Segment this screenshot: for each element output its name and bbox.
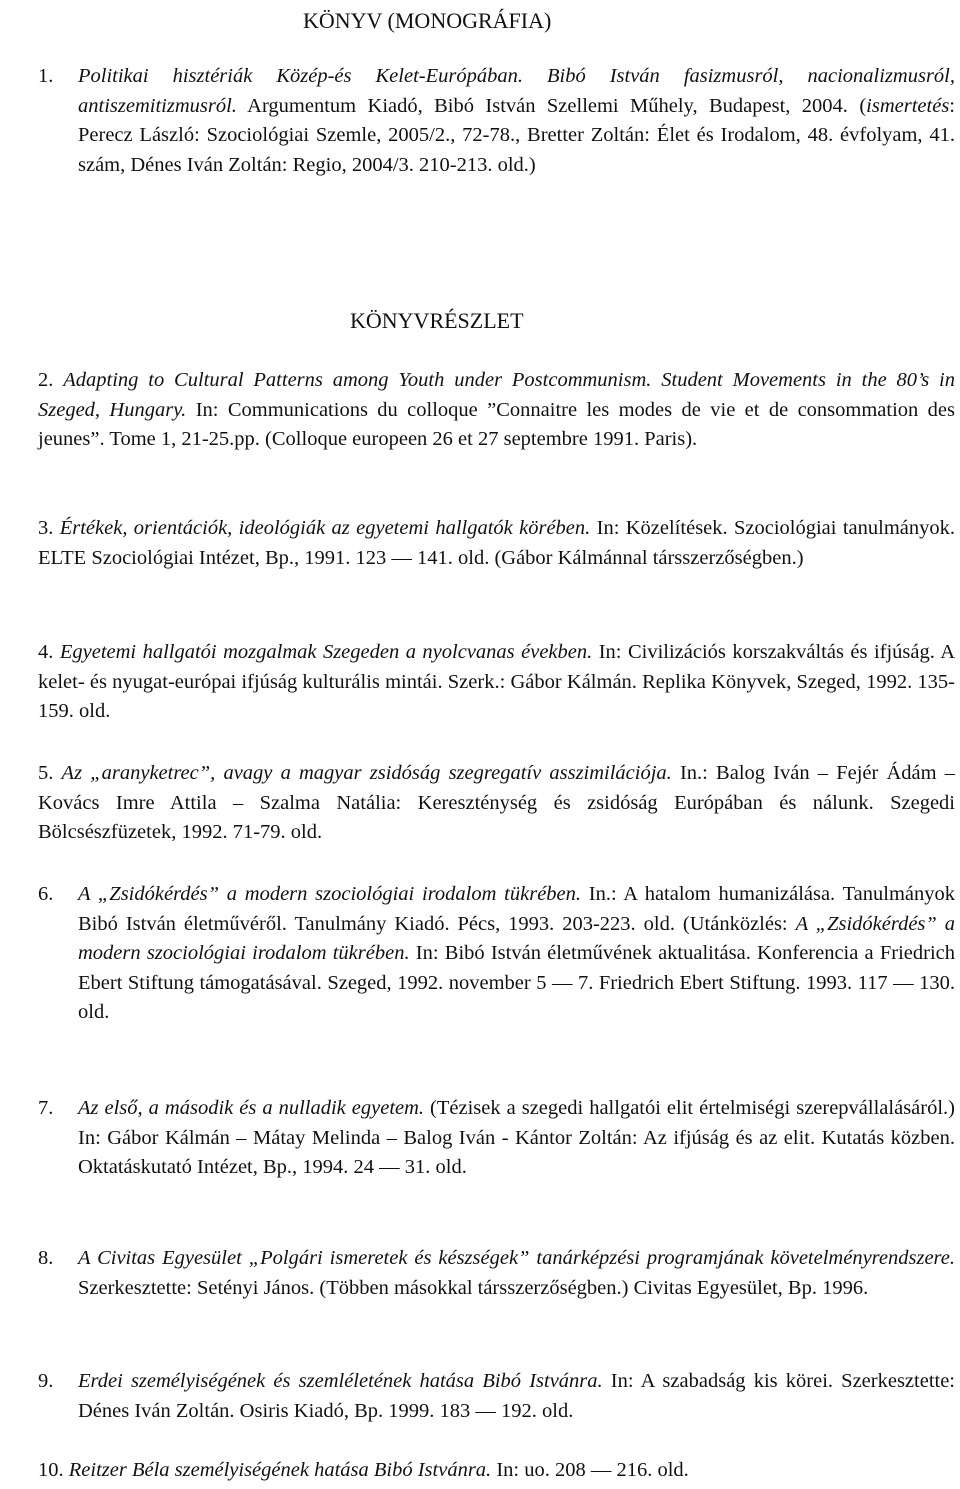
section-heading-chapter: KÖNYVRÉSZLET: [350, 308, 524, 333]
entry-details: In: uo. 208 — 216. old.: [491, 1459, 689, 1481]
entry-title: A Civitas Egyesület „Polgári ismeretek és készségek” tanárképzési programjának követelményrendszere.: [78, 1247, 955, 1269]
entry-number: 6.: [38, 883, 54, 905]
entry-details-italic: ismertetés: [866, 94, 950, 117]
list-item: [0, 759, 960, 849]
list-item: [0, 880, 960, 1060]
entry-details-continued: : Perecz László: Szociológiai Szemle, 2005/2., 72-78., Bretter Zoltán: Élet és Irodalom, 48. évfolyam, 41. szám, Dénes Iván Zoltán: Regio, 2004/3. 210-213. old.): [78, 94, 955, 176]
entry-number: 8.: [38, 1247, 54, 1269]
list-item: [0, 514, 960, 604]
list-item: [0, 1367, 960, 1427]
entry-number: 9.: [38, 1370, 54, 1392]
section-heading-book: KÖNYV (MONOGRÁFIA): [303, 8, 552, 33]
list-item: [0, 366, 960, 486]
entry-number: 5.: [38, 762, 54, 784]
entry-details: Szerkesztette: Setényi János. (Többen másokkal társszerzőségben.) Civitas Egyesület, Bp. 1996.: [78, 1276, 869, 1299]
entry-title: Értékek, orientációk, ideológiák az egyetemi hallgatók körében.: [59, 517, 591, 539]
entry-text: [78, 1367, 955, 1426]
list-item: [0, 638, 960, 728]
entry-details: In.: Balog Iván – Fejér Ádám – Kovács Imre Attila – Szalma Natália: Kereszténység és zsidóság Európában és nálunk. Szegedi Bölcsészfüzetek, 1992. 71-79. old.: [38, 762, 956, 843]
entry-number: 4.: [38, 641, 54, 663]
entry-number: 1.: [38, 65, 54, 87]
entry-text: [38, 514, 955, 573]
entry-details-continued: In: Bibó István életművének aktualitása. Konferencia a Friedrich Ebert Stiftung támogatásával. Szeged, 1992. november 5 — 7. Friedrich Ebert Stiftung. 1993. 117 — 130. old.: [78, 942, 956, 1023]
entry-number: 7.: [38, 1097, 54, 1119]
entry-details: (Tézisek a szegedi hallgatói elit értelmiségi szerepvállalásáról.) In: Gábor Kálmán – Mátay Melinda – Balog Iván - Kántor Zoltán: Az ifjúság és az elit. Kutatás közben. Oktatáskutató Intézet, Bp., 1994. 24 — 31. old.: [78, 1097, 955, 1178]
list-item: [0, 1094, 960, 1214]
list-item: [0, 1456, 960, 1486]
entry-number: 2.: [38, 369, 54, 391]
entry-title: Politikai hisztériák Közép-és Kelet-Európában. Bibó István fasizmusról, nacionalizmusról, antiszemitizmusról.: [78, 65, 955, 117]
entry-title: Az első, a második és a nulladik egyetem.: [78, 1097, 425, 1119]
entry-details: In.: A hatalom humanizálása. Tanulmányok Bibó István életművéről. Tanulmány Kiadó. Pécs, 1993. 203-223. old. (Utánközlés:: [78, 883, 955, 935]
entry-number: 10.: [38, 1459, 64, 1481]
entry-details: Argumentum Kiadó, Bibó István Szellemi Műhely, Budapest, 2004. (: [236, 94, 867, 117]
entry-details: In: Közelítések. Szociológiai tanulmányok. ELTE Szociológiai Intézet, Bp., 1991. 123 — 141. old. (Gábor Kálmánnal társszerzőségben.): [38, 517, 955, 569]
entry-details: In: Civilizációs korszakváltás és ifjúság. A kelet- és nyugat-európai ifjúság kulturális mintái. Szerk.: Gábor Kálmán. Replika Könyvek, Szeged, 1992. 135-159. old.: [38, 641, 956, 722]
entry-title: A „Zsidókérdés” a modern szociológiai irodalom tükrében.: [78, 883, 582, 905]
entry-text: [78, 1094, 955, 1183]
entry-title: Az „aranyketrec”, avagy a magyar zsidóság szegregatív asszimilációja.: [61, 762, 672, 784]
list-item: [0, 62, 960, 212]
entry-title: Adapting to Cultural Patterns among Youth under Postcommunism. Student Movements in the 80’s in Szeged, Hungary.: [38, 369, 955, 421]
list-item: [0, 1244, 960, 1334]
entry-text: [78, 1244, 955, 1303]
entry-text: [78, 62, 955, 180]
entry-text: [38, 1456, 955, 1486]
entry-text: [78, 880, 955, 1028]
entry-title: Reitzer Béla személyiségének hatása Bibó Istvánra.: [68, 1459, 492, 1481]
entry-number: 3.: [38, 517, 54, 539]
entry-details: In: Communications du colloque ”Connaitre les modes de vie et de consommation des jeunes”. Tome 1, 21-25.pp. (Colloque europeen 26 et 27 septembre 1991. Paris).: [38, 398, 955, 450]
entry-details: In: A szabadság kis körei. Szerkesztette: Dénes Iván Zoltán. Osiris Kiadó, Bp. 1999. 183 — 192. old.: [78, 1370, 956, 1422]
entry-title: Erdei személyiségének és szemléletének hatása Bibó Istvánra.: [78, 1370, 603, 1392]
entry-details-italic: A „Zsidókérdés” a modern szociológiai irodalom tükrében.: [78, 912, 955, 964]
entry-title: Egyetemi hallgatói mozgalmak Szegeden a nyolcvanas években.: [59, 641, 593, 663]
entry-text: [38, 366, 955, 455]
entry-text: [38, 759, 955, 848]
entry-text: [38, 638, 955, 727]
